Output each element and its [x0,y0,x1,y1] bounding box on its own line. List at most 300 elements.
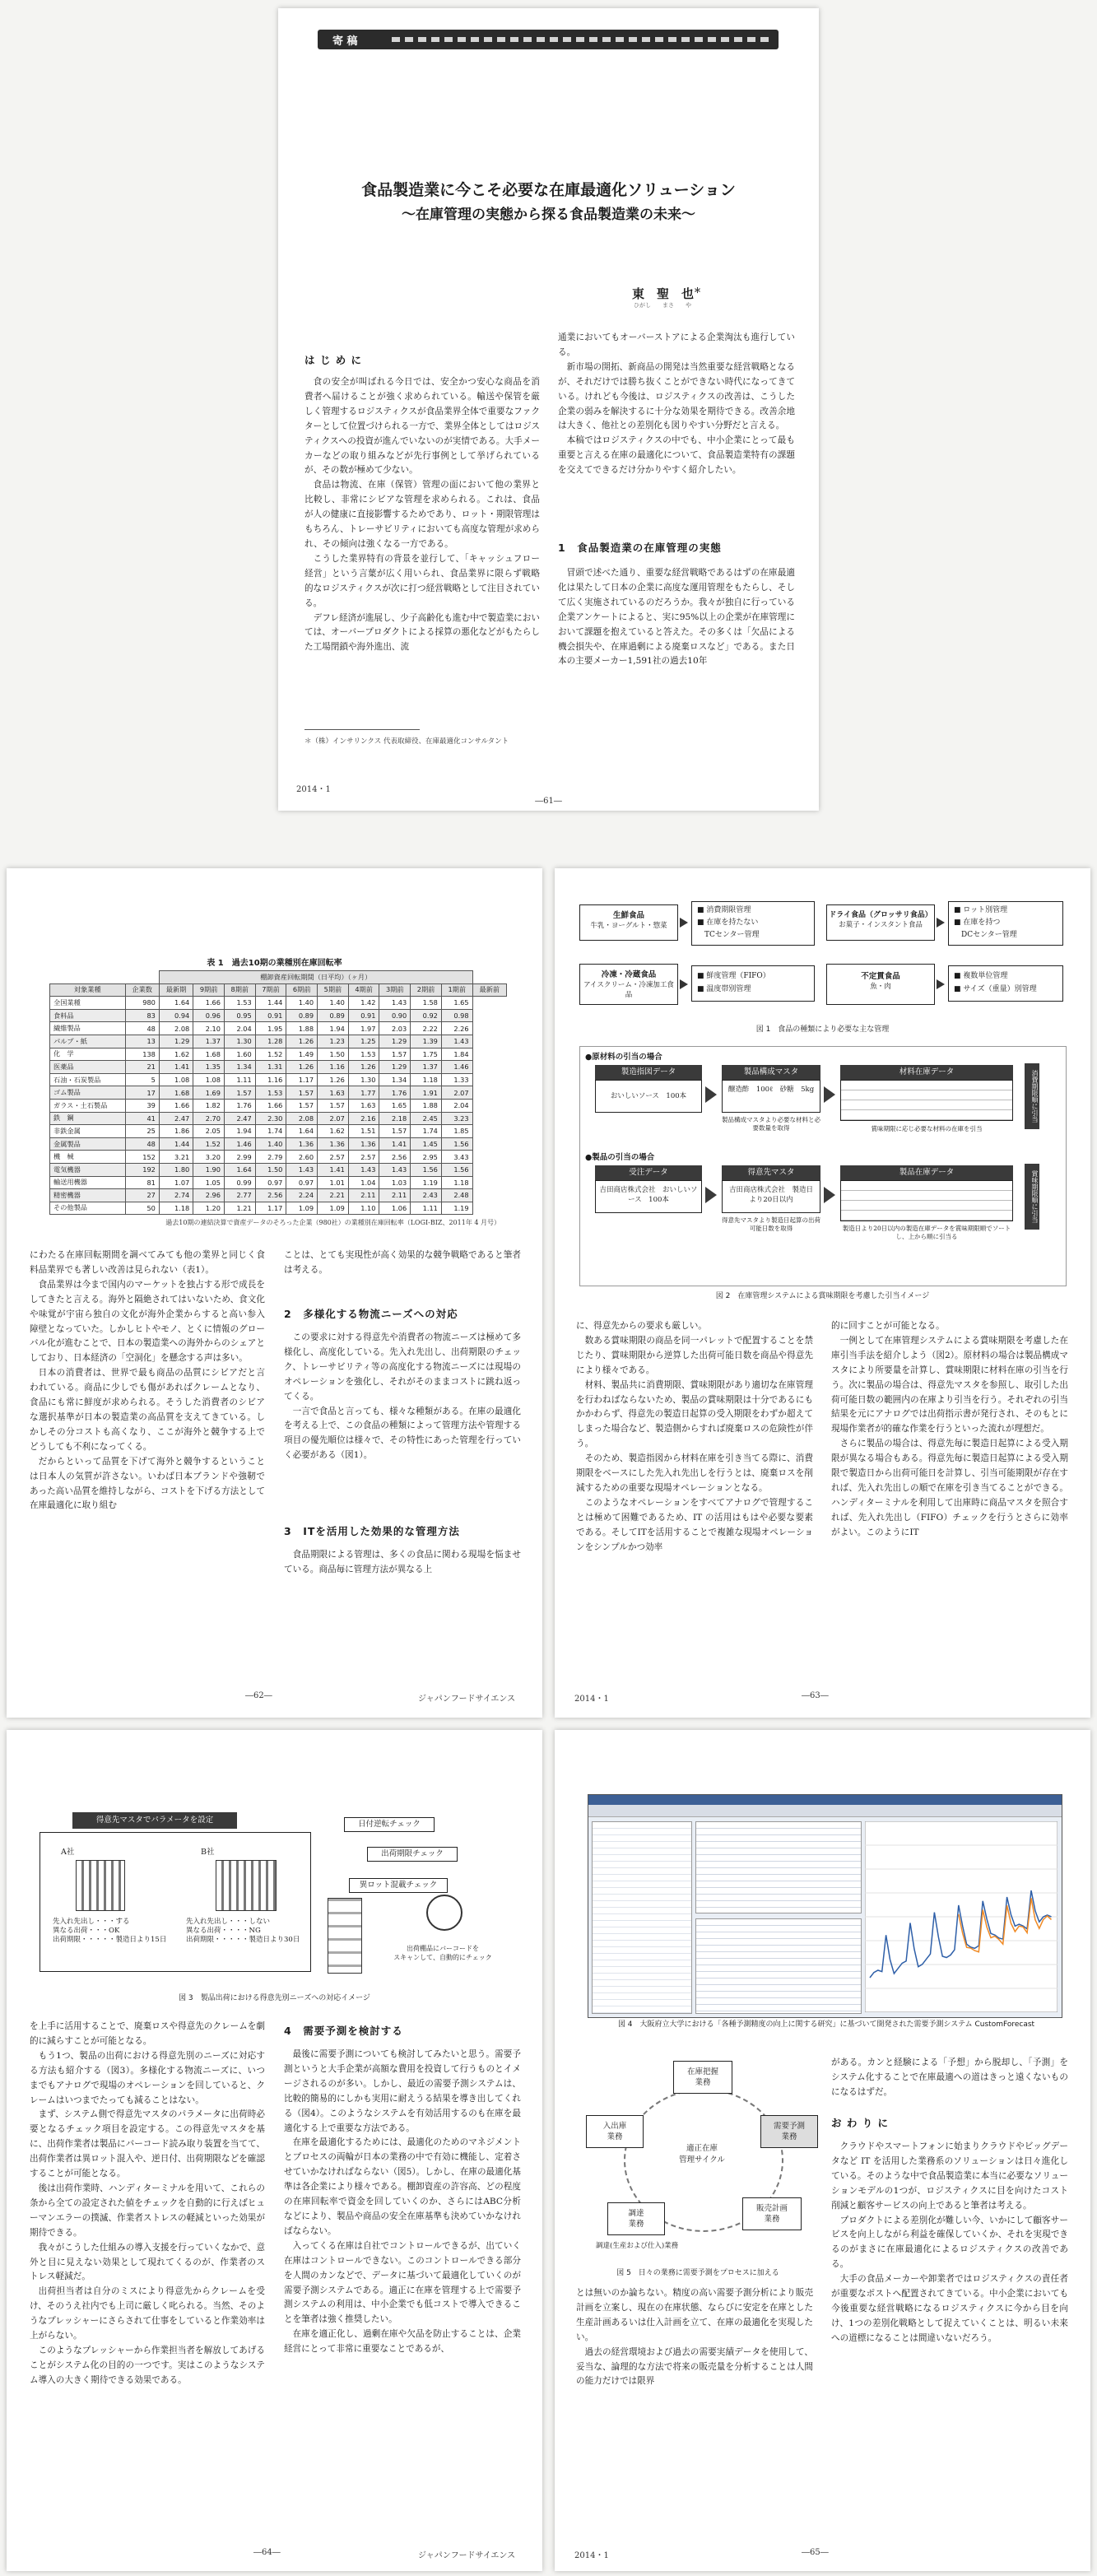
paragraph: がある。カンと経験による「予想」から脱却し、「予測」をシステム化することで在庫最適への道はきっと遠くないものになるはずだ。 [831,2058,1068,2097]
table-cell: 2.05 [193,1125,225,1138]
table-cell: 2.04 [441,1099,472,1112]
fig2-box: 製品在庫データ [840,1165,1013,1180]
table-cell: 1.43 [441,1035,472,1048]
fig2-table [840,1180,1013,1221]
table-cell: 1.36 [286,1137,318,1151]
table-cell: 1.63 [348,1099,379,1112]
footnote: ＊（株）インサリンクス 代表取締役、在庫最適化コンサルタント [304,737,509,746]
fig2-raw-label: ●原材料の引当の場合 [585,1053,662,1062]
table-cell: 1.36 [348,1137,379,1151]
paragraph: 材料、製品共に消費期限、賞味期限があり適切な在庫管理を行わねばならないため、製品の賞味期限は十分であるにもかかわらず、得意先の製造日起算の受入期限をわずか超えてしまった場合など、製造側からすれば廃棄ロスの危険性が伴う。 [576,1379,813,1449]
fig1-label: 不定貫食品 [861,972,900,981]
paragraph: この要求に対する得意先や消費者の物流ニーズは極めて多様化し、高度化している。先入れ先出し、出荷期限のチェック、トレーサビリティ等の高度化する物流ニーズには現場のオペレーションを強化し、それがそのままコストに跳ね返ってくる。 [284,1332,521,1402]
table-cell: 1.76 [379,1086,411,1100]
table-cell: 1.43 [286,1163,318,1176]
table-row [50,1086,507,1100]
table-cell: 1.52 [255,1048,286,1061]
fig1-sub: 牛乳・ヨーグルト・惣菜 [590,922,667,930]
page-number: ―63― [802,1691,829,1700]
table-col-group: 棚卸資産回転期間（日平均）（ヶ月） [159,971,472,984]
table-1 [49,970,507,1215]
fig3-note: 先入れ先出し・・・しない [186,1918,271,1926]
table-row [50,1125,507,1138]
fig2-note: 賞味期限に応じ必要な材料の在庫を引当 [871,1125,983,1132]
section-1-heading: 1 食品製造業の在庫管理の実態 [558,542,722,554]
table-cell: 1.57 [379,1125,411,1138]
table-cell: 機 械 [50,1151,126,1164]
cycle-node-inventory: 在庫把握 業務 [673,2061,732,2094]
fig1-fresh-box [579,904,678,941]
table-cell: 1.56 [441,1163,472,1176]
table-cell: 0.94 [159,1009,193,1022]
author-name [632,285,701,302]
fig1-item: ■ ロット別管理 [954,906,1008,914]
p4-left-column [30,2020,265,2388]
article-subtitle: ～在庫管理の実態から探る食品製造業の未来～ [402,207,695,223]
app-grid-lower [695,1918,862,2014]
table-cell: パルプ・紙 [50,1035,126,1048]
figure-5 [574,2053,821,2265]
fig1-variable-box [826,964,935,1005]
paragraph: に、得意先からの要求も厳しい。 [576,1321,707,1331]
table-cell: 1.17 [286,1073,318,1086]
table-cell: 1.40 [286,997,318,1010]
app-titlebar [588,1795,1062,1805]
table-cell: 1.33 [441,1073,472,1086]
table-cell: 1.85 [441,1125,472,1138]
page-number: ―62― [245,1691,272,1700]
table-cell: 1.57 [224,1086,255,1100]
table-cell: 1.43 [348,1163,379,1176]
fig3-check: 出荷期限チェック [367,1847,458,1862]
table-cell: 1.17 [255,1202,286,1215]
p3-left-column [576,1319,813,1555]
table-row [50,1112,507,1125]
paragraph: ことは、とても実現性が高く効果的な競争戦略であると筆者は考える。 [284,1250,521,1275]
table-cell: 2.11 [348,1189,379,1202]
paragraph: クラウドやスマートフォンに始まりクラウドやビッグデータなど IT を活用した業務系のソリューションは日々進化している。そのような中で食品製造業に本当に必要なソリューションモデルの1つが、ロジスティクスに目を向けたコスト削減と顧客サービスの向上であると筆者は考える。 [831,2141,1068,2211]
fig1-arrow [680,979,688,989]
table-cell: 48 [125,1022,159,1035]
table-cell: 1.91 [411,1086,442,1100]
table-cell: 1.50 [318,1048,349,1061]
p5-left-column [576,2286,813,2389]
fig1-variable-items [948,965,1063,1002]
paragraph: 食の安全が叫ばれる今日では、安全かつ安心な商品を消費者へ届けることが強く求められている。輸送や保管を厳しく管理するロジスティクスが食品業界全体で重要なファクターとして位置づけられる一方で、業界全体としてはロジスティクスへの投資が進んでいないのが実情である。大手メーカーなどの取り組みなどが先行事例として挙げられているが、その数が極めて少ない。 [304,377,540,476]
table-cell: 1.29 [379,1061,411,1074]
table-cell: 1.08 [193,1073,225,1086]
fig2-arrow [824,1086,835,1103]
cycle-center: 適正在庫 管理サイクル [679,2144,725,2164]
table-cell: 1.86 [159,1125,193,1138]
table-row [50,1009,507,1022]
table-header: 8期前 [224,983,255,997]
table-cell: 2.56 [379,1151,411,1164]
fig2-box: 受注データ [595,1165,702,1180]
p4-right-column [284,2048,521,2357]
table-cell: 2.43 [411,1189,442,1202]
table-cell: 1.53 [348,1048,379,1061]
fig1-item: ■ サイズ（重量）別管理 [954,985,1037,993]
table-cell: 1.29 [159,1035,193,1048]
table-cell: 1.11 [411,1202,442,1215]
table-cell: 2.47 [159,1112,193,1125]
table-cell: 1.19 [411,1176,442,1189]
table-cell: 0.98 [441,1009,472,1022]
table-cell: 1.75 [411,1048,442,1061]
table-cell: 1.80 [159,1163,193,1176]
paragraph: 出荷担当者は自分のミスにより得意先からクレームを受け、そのうえ社内でも上司に厳しく叱られる。当然、そのようなプレッシャーにさらされて仕事をしていると作業効率は上がらない。 [30,2286,265,2341]
table-cell: 1.44 [159,1137,193,1151]
paragraph: そのため、製造指図から材料在庫を引き当てる際に、消費期限をベースにした先入れ先出しを行うとは、廃棄ロスを削減するための重要な現場オペレーションとなる。 [576,1453,813,1493]
paragraph: にわたる在庫回転期間を調べてみても他の業界と同じく食料品業界でも著しい改善は見られない（表1）。 [30,1250,265,1275]
paragraph: だからといって品質を下げて海外と競争するということは日本人の気質が許さない。いわば日本ブランドや強靭であった高い品質を維持しながら、コストを下げる方法として在庫最適化に取り組む [30,1456,265,1511]
table-cell: 1.76 [224,1099,255,1112]
table-cell: 2.08 [159,1022,193,1035]
table-cell: 2.18 [379,1112,411,1125]
p2-right-column-2 [284,1331,521,1463]
table-cell: 21 [125,1061,159,1074]
fig3-note: 出荷期限・・・・・製造日より15日 [53,1936,167,1944]
table-cell: 138 [125,1048,159,1061]
paragraph: もう1つ、製品の出荷における得意先別のニーズに対応する方法も紹介する（図3）。多様化する物流ニーズに、いつまでもアナログで現場のオペレーションを回していると、クレームはいつまでたっても減ることはない。 [30,2050,265,2105]
paragraph: を上手に活用することで、廃棄ロスや得意先のクレームを劇的に減らすことが可能となる。 [30,2021,265,2046]
table-cell: 3.23 [441,1112,472,1125]
table-cell: 1.42 [348,997,379,1010]
table-cell: 0.91 [348,1009,379,1022]
author-mark: ＊ [694,287,702,295]
table-cell: 2.96 [193,1189,225,1202]
paragraph: このようなプレッシャーから作業担当者を解放してあげることがシステム化の目的の一つです。実はこのようなシステム導入の大きく期待できる効果である。 [30,2345,265,2385]
fig1-item: ■ 消費期限管理 [697,906,751,914]
table-header-row [50,983,507,997]
p1-left-column [304,375,540,655]
table-row [50,1073,507,1086]
table-cell: 1.74 [411,1125,442,1138]
fig1-arrow [937,918,945,928]
cycle-node-sales-plan: 販売計画 業務 [742,2197,802,2230]
table-row [50,1022,507,1035]
paragraph: 数ある賞味期限の商品を同一パレットで配置することを禁じたり、賞味期限から逆算した出荷可能日数を商品や得意先により様々である。 [576,1335,813,1375]
fig1-item: TCセンター管理 [697,931,760,939]
table-cell: 1.57 [286,1086,318,1100]
paragraph: プロダクトによる差別化が難しい今、いかにして顧客サービスを向上しながら利益を確保していくか、それを実現できるのがまさに在庫最適化によるロジスティクスの改善である。 [831,2215,1068,2270]
paragraph: 在庫を適正化し、過剰在庫や欠品を防止することは、企業経営にとって非常に重要なことであるが、 [284,2329,521,2355]
table-cell: 192 [125,1163,159,1176]
table-header: 3期前 [379,983,411,997]
table-cell: 2.08 [286,1112,318,1125]
table-cell: 1.34 [379,1073,411,1086]
table-cell: 25 [125,1125,159,1138]
fig2-box: 得意先マスタ [722,1165,820,1180]
app-side-list [592,1821,692,2014]
section-3-heading: 3 ITを活用した効果的な管理方法 [284,1525,460,1537]
table-cell: 医薬品 [50,1061,126,1074]
fig2-side-label: 賞味期限順に引当 [1025,1164,1039,1230]
table-cell: 2.74 [159,1189,193,1202]
table-row [50,1035,507,1048]
author-text: 東 聖 也 [632,286,695,301]
intro-heading: は じ め に [304,354,363,366]
table-cell: 2.26 [441,1022,472,1035]
table-cell: 2.47 [224,1112,255,1125]
table-cell: 3.20 [193,1151,225,1164]
table-cell: 1.43 [379,997,411,1010]
table-cell: 1.20 [193,1202,225,1215]
table-cell: 2.56 [255,1189,286,1202]
table-cell: 1.07 [159,1176,193,1189]
paragraph: 我々がこうした仕組みの導入支援を行っていくなかで、意外と目に見えない効果として現れてくるのが、作業者のストレス軽減だ。 [30,2242,265,2282]
table-cell: 1.60 [224,1048,255,1061]
table-cell: 1.41 [159,1061,193,1074]
fig2-side-label: 消費期限順に引当 [1025,1063,1039,1129]
table-cell: 石油・石炭製品 [50,1073,126,1086]
table-cell: 0.97 [255,1176,286,1189]
table-cell: 1.16 [255,1073,286,1086]
table-cell: 非鉄金属 [50,1125,126,1138]
table-cell: 1.57 [286,1099,318,1112]
table-cell: 27 [125,1189,159,1202]
fig3-note: 異なる出荷・・・OK [53,1927,120,1935]
table-cell: 2.22 [411,1022,442,1035]
table-cell: 1.74 [255,1125,286,1138]
table-cell: 1.01 [318,1176,349,1189]
table-cell: 鉄 鋼 [50,1112,126,1125]
fig1-dry-box [826,904,935,941]
fig2-arrow [824,1187,835,1203]
table-cell: 1.39 [411,1035,442,1048]
fig3-check: 異ロット混載チェック [349,1878,448,1893]
table-cell: 2.79 [255,1151,286,1164]
table-cell: 1.26 [286,1061,318,1074]
paragraph: 冒頭で述べた通り、重要な経営戦略であるはずの在庫最適化は果たして日本の企業に高度な運用管理をもたらし、そして広く実施されているのだろうか。我々が独自に行っている企業アンケートによると、実に95%以上の企業が在庫管理において課題を抱えていると答えた。その多くは「欠品による機会損失や、在庫過剰による廃棄ロスなど」である。また日本の主要メーカー1,591社の過去10年 [558,568,795,667]
table-cell: 1.62 [318,1125,349,1138]
p3-right-column [831,1319,1068,1541]
table-cell: 1.66 [193,997,225,1010]
table-cell: 13 [125,1035,159,1048]
table-cell: 1.41 [318,1163,349,1176]
issue-date: 2014・1 [296,785,331,794]
conclusion-heading: お わ り に [831,2117,890,2129]
page-number: ―64― [253,2548,281,2557]
table-cell: 1.90 [193,1163,225,1176]
p2-right-column [284,1248,521,1278]
table-cell: 5 [125,1073,159,1086]
fig2-product-label: ●製品の引当の場合 [585,1153,655,1162]
app-grid [695,1821,862,1913]
fig3-notes-b [186,1918,300,1945]
article-title: 食品製造業に今こそ必要な在庫最適化ソリューション [361,181,736,199]
table-cell: 1.94 [318,1022,349,1035]
fig2-note: 製造日より20日以内の製造在庫データを賞味期限順でソートし、上から順に引当る [842,1225,1011,1240]
table-header: 7期前 [255,983,286,997]
table-cell: 0.89 [286,1009,318,1022]
table-cell: 繊維製品 [50,1022,126,1035]
table-cell: 41 [125,1112,159,1125]
table-header [125,971,159,984]
table-cell: 食料品 [50,1009,126,1022]
table-cell: 1.82 [193,1099,225,1112]
table-cell: 1.26 [318,1073,349,1086]
table-cell: 全国業種 [50,997,126,1010]
fig3-rack [328,1898,362,1974]
table-cell: 1.35 [193,1061,225,1074]
table-cell: 1.46 [224,1137,255,1151]
figure-2 [579,1046,1067,1286]
fig1-arrow [937,979,945,989]
banner-pattern [392,37,769,42]
table-cell: 1.57 [318,1099,349,1112]
table-cell: 1.62 [159,1048,193,1061]
fig3-building-b [216,1860,277,1911]
table-cell: 2.07 [441,1086,472,1100]
fig3-company-b: B社 [201,1848,215,1857]
paragraph: 的に回すことが可能となる。 [831,1321,945,1331]
fig3-person-note: 出荷棚品にバーコードを スキャンして、自動的にチェック [393,1945,492,1961]
table-header: 対象業種 [50,983,126,997]
paragraph: 新市場の開拓、新商品の開発は当然重要な経営戦略となるが、それだけでは勝ち抜くことができない時代になってきている。けれども今後は、ロジスティクスの改善は、こうした企業の弱みを解決するに十分な効果を期待できる。改善余地は大きく、他社との差別化も図りやすい分野だと言える。 [558,361,795,431]
table-row [50,1176,507,1189]
page-64 [7,1730,542,2571]
table-cell: 1.52 [193,1137,225,1151]
table-cell: 1.09 [286,1202,318,1215]
table-cell: 1.23 [318,1035,349,1048]
contribution-banner [318,30,779,49]
table-1-title: 表 1 過去10期の業種別在庫回転率 [207,959,342,968]
paragraph: 大手の食品メーカーや卸業者ではロジスティクスの責任者が重要なポストへ配置されてきている。中小企業においても今後重要な経営戦略になるロジスティクスに今から目を向け、1つの差別化戦略として捉えていくことは、明るい未来への道標になることは間違いないだろう。 [831,2274,1068,2343]
paragraph: 後は出荷作業時、ハンディターミナルを用いて、これらの条から全ての設定された値をチェックを自動的に行えばヒューマンエラーの撲滅、作業者ストレスの軽減といった効果が期待できる。 [30,2183,265,2238]
table-cell: 2.10 [193,1022,225,1035]
table-cell: 1.44 [255,997,286,1010]
figure-3 [40,1812,509,1981]
table-cell: 1.66 [159,1099,193,1112]
fig1-sub: 魚・肉 [870,983,891,991]
table-cell: 1.49 [286,1048,318,1061]
fig3-check: 日付逆転チェック [344,1817,435,1832]
page-number: ―65― [802,2548,829,2557]
table-header: 最新期 [159,983,193,997]
fig2-note: 醸造酢 100ℓ 砂糖 5kg [722,1080,820,1113]
fig2-arrow [705,1187,717,1203]
table-cell: 1.97 [348,1022,379,1035]
table-cell: 1.08 [159,1073,193,1086]
paragraph: 食品期限による管理は、多くの食品に関わる現場を悩ませている。商品毎に管理方法が異なる上 [284,1550,521,1574]
table-cell: 1.68 [159,1086,193,1100]
journal-name: ジャパンフードサイエンス [418,1695,516,1704]
table-cell: 1.34 [224,1061,255,1074]
table-header: 6期前 [286,983,318,997]
table-cell: 1.56 [441,1137,472,1151]
table-cell: 1.37 [411,1061,442,1074]
fig1-item: ■ 在庫を持つ [954,918,1001,927]
fig1-item: DCセンター管理 [954,931,1017,939]
table-cell: 1.65 [441,997,472,1010]
fig2-table [840,1080,1013,1121]
table-cell: 1.40 [318,997,349,1010]
table-cell: 2.07 [318,1112,349,1125]
issue-date: 2014・1 [574,2551,609,2560]
table-cell: 1.40 [255,1137,286,1151]
table-cell: 1.46 [441,1061,472,1074]
fig3-company-a: A社 [61,1848,75,1857]
table-cell: 1.36 [318,1137,349,1151]
table-cell: 1.68 [193,1048,225,1061]
table-cell: 1.28 [255,1035,286,1048]
figure-1-caption: 図 1 食品の種類により必要な主な管理 [755,1025,890,1034]
table-cell: 2.30 [255,1112,286,1125]
cycle-node-procurement: 調達 業務 [607,2202,665,2235]
table-cell: 0.96 [193,1009,225,1022]
footnote-rule [304,729,420,730]
paragraph: 通業においてもオーバーストアによる企業淘汰も進行している。 [558,332,795,357]
fig2-note: 吉田商店株式会社 おいしいソース 100本 [595,1180,702,1213]
p2-left-column [30,1248,265,1514]
table-cell: 化 学 [50,1048,126,1061]
fig1-item: ■ 在庫を持たない [697,918,759,927]
table-cell: 1.88 [286,1022,318,1035]
fig1-item: ■ 温度帯別管理 [697,985,751,993]
paragraph: このようなオペレーションをすべてアナログで管理することは極めて困難であるため、IT の活用はもはや必要な要素である。そしてITを活用することで複雑な現場オペレーションをシンプルかつ効率 [576,1497,813,1552]
table-1-wrap [49,970,507,1215]
fig2-note: 得意先マスタより製造日起算の出荷可能日数を取得 [722,1216,820,1232]
table-header: 2期前 [411,983,442,997]
table-cell: 0.92 [411,1009,442,1022]
table-cell: 輸送用機器 [50,1176,126,1189]
table-row [50,1099,507,1112]
banner-label: 寄 稿 [332,35,358,48]
table-cell: 1.09 [318,1202,349,1215]
table-cell: 2.57 [318,1151,349,1164]
table-header: 1期前 [441,983,472,997]
fig2-note: 吉田商店株式会社 製造日より20日以内 [722,1180,820,1213]
table-cell: 0.90 [379,1009,411,1022]
table-cell: 3.21 [159,1151,193,1164]
table-cell: 電気機器 [50,1163,126,1176]
fig1-label: ドライ食品（グロッサリ食品） [829,911,932,919]
p5-right-column-2 [831,2140,1068,2346]
table-cell: 17 [125,1086,159,1100]
table-cell: 1.64 [159,997,193,1010]
table-cell: 1.16 [318,1061,349,1074]
table-cell: 2.21 [318,1189,349,1202]
table-row [50,1151,507,1164]
table-cell: ガラス・土石製品 [50,1099,126,1112]
page-65 [555,1730,1090,2571]
table-cell: 1.26 [348,1061,379,1074]
fig2-note: 製品構成マスタより必要な材料と必要数量を取得 [722,1116,820,1132]
table-cell: 金属製品 [50,1137,126,1151]
table-cell: 980 [125,997,159,1010]
paragraph: 過去の経営環境および過去の需要実績データを使用して、妥当な、論理的な方法で将来の販売量を分析することは人間の能力だけでは限界 [576,2346,813,2387]
fig2-box: 材料在庫データ [840,1065,1013,1080]
table-cell: 1.19 [441,1202,472,1215]
paragraph: 入ってくる在庫は自社でコントロールできるが、出ていく在庫はコントロールできない。このコントロールできる部分を人間のカンなどで、データに基づいて最適化していくのが需要予測システムである。適正に在庫を管理する上で需要予測システムの利用は、中小企業でも低コストで導入できることを筆者は強く推奨したい。 [284,2240,521,2325]
table-cell: 2.57 [348,1151,379,1164]
page-63 [555,868,1090,1718]
table-cell: 2.03 [379,1022,411,1035]
table-cell: 1.64 [224,1163,255,1176]
figure-3-caption: 図 3 製品出荷における得意先別ニーズへの対応イメージ [179,1994,370,2002]
paragraph: 食品業界は今まで国内のマーケットを独占する形で成長をしてきたと言える。海外と隔絶されてはいないため、食文化や味覚が宇宙ら独自の文化が海外企業からすると高い参入障壁となっていた。しかしヒトやモノ、とくに情報のグローバル化が進むことで、日本の製造業への海外からのシェアとしており、日本経済の「空洞化」を懸念する声は多い。 [30,1279,265,1364]
table-cell: 1.31 [255,1061,286,1074]
table-cell: 1.18 [411,1073,442,1086]
table-cell: 2.11 [379,1189,411,1202]
table-cell: 1.30 [224,1035,255,1048]
table-cell: 2.70 [193,1112,225,1125]
table-row [50,1202,507,1215]
table-cell: 1.11 [224,1073,255,1086]
worker-icon [426,1895,463,1931]
